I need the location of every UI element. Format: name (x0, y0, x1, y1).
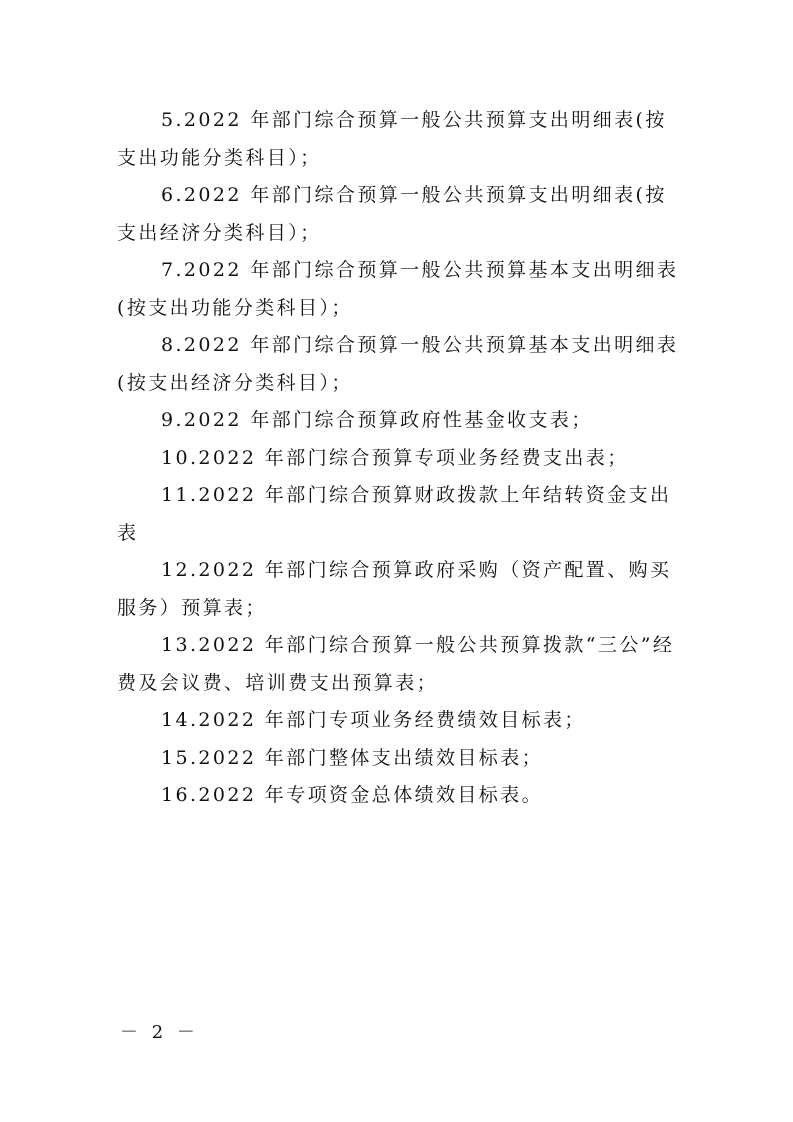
list-item-6: 6.2022 年部门综合预算一般公共预算支出明细表(按支出经济分类科目）； (117, 184, 667, 244)
page-number: － 2 － (120, 1022, 199, 1043)
list-item-11: 11.2022 年部门综合预算财政拨款上年结转资金支出表 (117, 484, 672, 544)
list-item-8: 8.2022 年部门综合预算一般公共预算基本支出明细表(按支出经济分类科目）； (117, 334, 679, 394)
list-item-15: 15.2022 年部门整体支出绩效目标表； (161, 746, 544, 769)
list-item-14: 14.2022 年部门专项业务经费绩效目标表； (161, 709, 586, 731)
list-item-7: 7.2022 年部门综合预算一般公共预算基本支出明细表(按支出功能分类科目）； (117, 259, 679, 319)
list-item-9: 9.2022 年部门综合预算政府性基金收支表； (161, 409, 593, 431)
list-item-16: 16.2022 年专项资金总体绩效目标表。 (161, 784, 544, 806)
list-item-13: 13.2022 年部门综合预算一般公共预算拨款“三公”经费及会议费、培训费支出预算表； (117, 634, 675, 694)
document-body (117, 102, 680, 815)
list-item-10: 10.2022 年部门综合预算专项业务经费支出表； (161, 446, 629, 469)
list-item-5: 5.2022 年部门综合预算一般公共预算支出明细表(按支出功能分类科目）； (117, 109, 667, 169)
list-item-12: 12.2022 年部门综合预算政府采购（资产配置、购买服务）预算表； (117, 559, 672, 619)
